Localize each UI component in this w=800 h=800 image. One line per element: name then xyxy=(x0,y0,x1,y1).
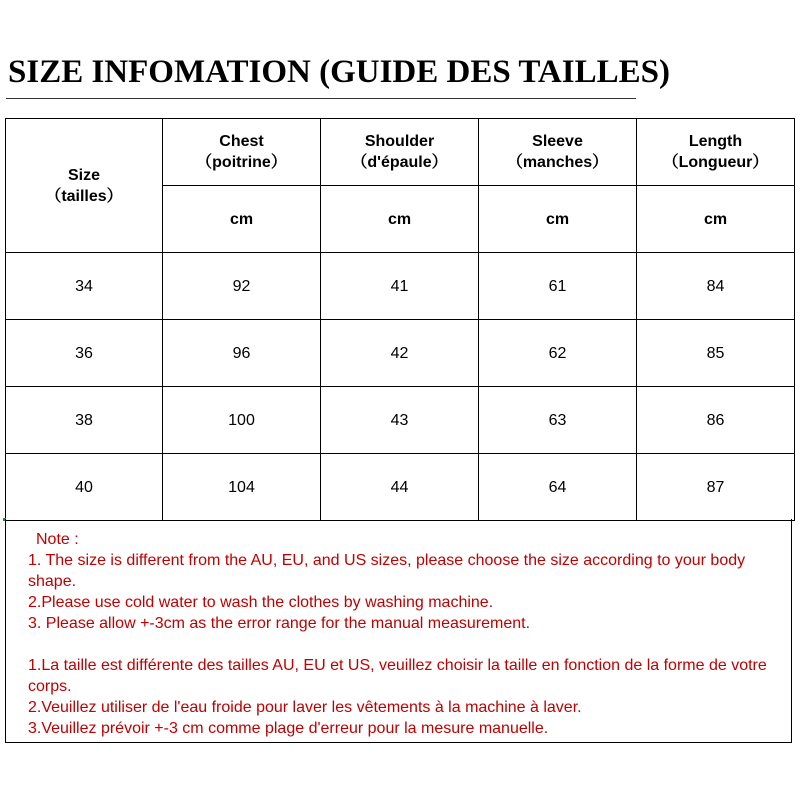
chest-cell: 104 xyxy=(163,454,321,521)
unit-cell: cm xyxy=(321,186,479,253)
length-cell: 85 xyxy=(637,320,795,387)
column-header-label: Shoulder xyxy=(364,133,435,150)
sleeve-cell: 64 xyxy=(479,454,637,521)
note-spacer xyxy=(6,634,791,655)
column-header-chest xyxy=(163,119,321,186)
chest-cell: 96 xyxy=(163,320,321,387)
shoulder-cell: 41 xyxy=(321,253,479,320)
length-cell: 86 xyxy=(637,387,795,454)
size-cell: 36 xyxy=(6,320,163,387)
unit-cell: cm xyxy=(637,186,795,253)
sleeve-cell: 62 xyxy=(479,320,637,387)
note-label: Note : xyxy=(36,531,79,548)
unit-cell: cm xyxy=(163,186,321,253)
shoulder-cell: 42 xyxy=(321,320,479,387)
length-cell: 84 xyxy=(637,253,795,320)
note-en-3: 3. Please allow +-3cm as the error range for the manual measurement. xyxy=(28,615,531,632)
size-header-cell xyxy=(6,119,163,253)
column-header-label: Length xyxy=(688,133,743,150)
table-header-row xyxy=(6,119,795,186)
shoulder-cell: 44 xyxy=(321,454,479,521)
shoulder-cell: 43 xyxy=(321,387,479,454)
size-cell: 40 xyxy=(6,454,163,521)
column-header-shoulder xyxy=(321,119,479,186)
note-fr-2: 2.Veuillez utiliser de l'eau froide pour laver les vêtements à la machine à laver. xyxy=(28,699,582,716)
unit-cell: cm xyxy=(479,186,637,253)
column-header-label-fr: （Longueur） xyxy=(662,154,769,171)
note-en-1: 1. The size is different from the AU, EU, and US sizes, please choose the size according to your body shape. xyxy=(28,552,746,590)
notes-box xyxy=(5,519,792,743)
title-underline xyxy=(6,98,636,99)
column-header-sleeve xyxy=(479,119,637,186)
sleeve-cell: 63 xyxy=(479,387,637,454)
column-header-label: Chest xyxy=(219,133,264,150)
column-header-label-fr: （manches） xyxy=(506,154,609,171)
size-header-label: Size xyxy=(67,166,100,184)
column-header-label-fr: （d'épaule） xyxy=(351,154,448,171)
column-header-label-fr: （poitrine） xyxy=(196,154,287,171)
size-cell: 38 xyxy=(6,387,163,454)
column-header-label: Sleeve xyxy=(532,133,583,150)
chest-cell: 92 xyxy=(163,253,321,320)
page-title: SIZE INFOMATION (GUIDE DES TAILLES) xyxy=(8,54,670,90)
note-fr-3: 3.Veuillez prévoir +-3 cm comme plage d'erreur pour la mesure manuelle. xyxy=(28,720,549,737)
length-cell: 87 xyxy=(637,454,795,521)
size-table xyxy=(5,118,795,521)
size-cell: 34 xyxy=(6,253,163,320)
note-en-2: 2.Please use cold water to wash the clothes by washing machine. xyxy=(28,594,494,611)
table-row xyxy=(6,253,795,320)
note-fr-1: 1.La taille est différente des tailles AU, EU et US, veuillez choisir la taille en fonction de la forme de votre corps. xyxy=(28,657,767,695)
size-header-label-fr: （tailles） xyxy=(45,187,123,205)
column-header-length xyxy=(637,119,795,186)
table-row xyxy=(6,454,795,521)
table-row xyxy=(6,320,795,387)
chest-cell: 100 xyxy=(163,387,321,454)
sleeve-cell: 61 xyxy=(479,253,637,320)
table-row xyxy=(6,387,795,454)
